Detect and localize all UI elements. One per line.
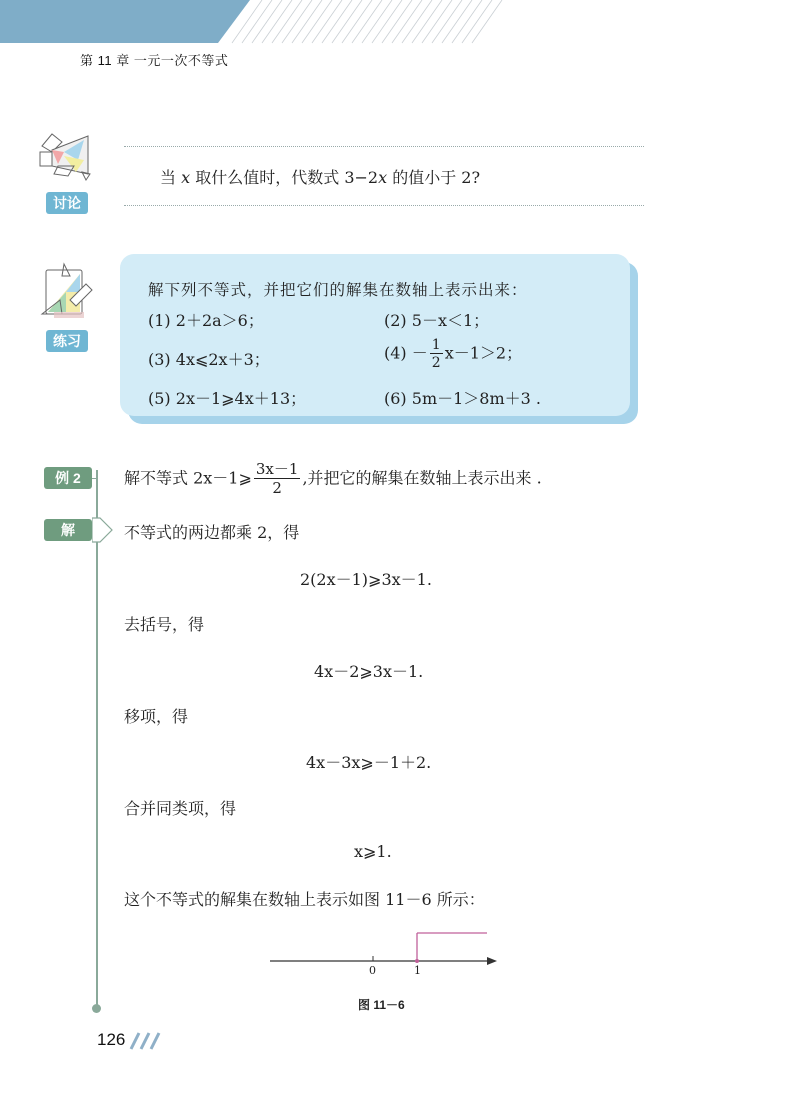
practice-item-1: (1) 2＋2a＞6； xyxy=(148,311,264,330)
tick-label-0: 0 xyxy=(369,964,376,977)
step-3-text: 移项，得 xyxy=(124,707,189,726)
step-3-formula: 4x－3x⩾－1＋2. xyxy=(306,753,432,772)
step-1-text: 不等式的两边都乘 2，得 xyxy=(124,523,300,542)
step-4-text: 合并同类项，得 xyxy=(124,799,237,818)
example-badge: 例 2 xyxy=(44,467,92,489)
page-number: 126 xyxy=(97,1030,126,1049)
chapter-title: 第 11 章 一元一次不等式 xyxy=(80,53,229,68)
divider-top xyxy=(124,146,644,147)
step-1-formula: 2(2x－1)⩾3x－1. xyxy=(300,570,432,589)
tick-label-1: 1 xyxy=(414,964,421,977)
conclusion-text: 这个不等式的解集在数轴上表示如图 11－6 所示： xyxy=(124,890,485,909)
practice-item-2: (2) 5－x＜1； xyxy=(384,311,490,330)
discussion-illustration-icon xyxy=(38,130,94,188)
divider-bottom xyxy=(124,205,644,206)
fraction: $\frac{1}{2}$ xyxy=(431,337,441,371)
practice-illustration-icon xyxy=(40,262,96,324)
header-banner xyxy=(0,0,801,45)
step-2-text: 去括号，得 xyxy=(124,615,205,634)
discussion-badge: 讨论 xyxy=(46,192,88,214)
practice-item-3: (3) 4x⩽2x＋3； xyxy=(148,350,270,369)
timeline-end-dot xyxy=(92,1004,101,1013)
step-4-formula: x⩾1. xyxy=(354,842,392,861)
page-slashes-icon xyxy=(129,1031,161,1051)
practice-item-4: (4) － $\frac{1}{2}$ x－1＞2； xyxy=(384,337,523,371)
practice-instruction: 解下列不等式，并把它们的解集在数轴上表示出来： xyxy=(148,281,528,299)
practice-badge: 练习 xyxy=(46,330,88,352)
solution-badge: 解 xyxy=(44,519,92,541)
timeline-bar xyxy=(96,470,98,1008)
solution-arrow-icon xyxy=(92,517,114,543)
practice-item-5: (5) 2x－1⩾4x＋13； xyxy=(148,389,307,408)
example-prompt: 解不等式 2x－1⩾ $\frac{3x-1}{2}$ ,并把它的解集在数轴上表示出来 . xyxy=(124,460,542,497)
number-line-figure xyxy=(265,928,505,978)
discussion-question: 当 x 取什么值时，代数式 3−2x 的值小于 2? xyxy=(160,168,481,187)
fraction: $\frac{3x-1}{2}$ xyxy=(255,460,299,497)
step-2-formula: 4x－2⩾3x－1. xyxy=(314,662,424,681)
figure-caption: 图 11－6 xyxy=(358,998,405,1012)
practice-item-6: (6) 5m－1＞8m＋3 . xyxy=(384,389,542,408)
